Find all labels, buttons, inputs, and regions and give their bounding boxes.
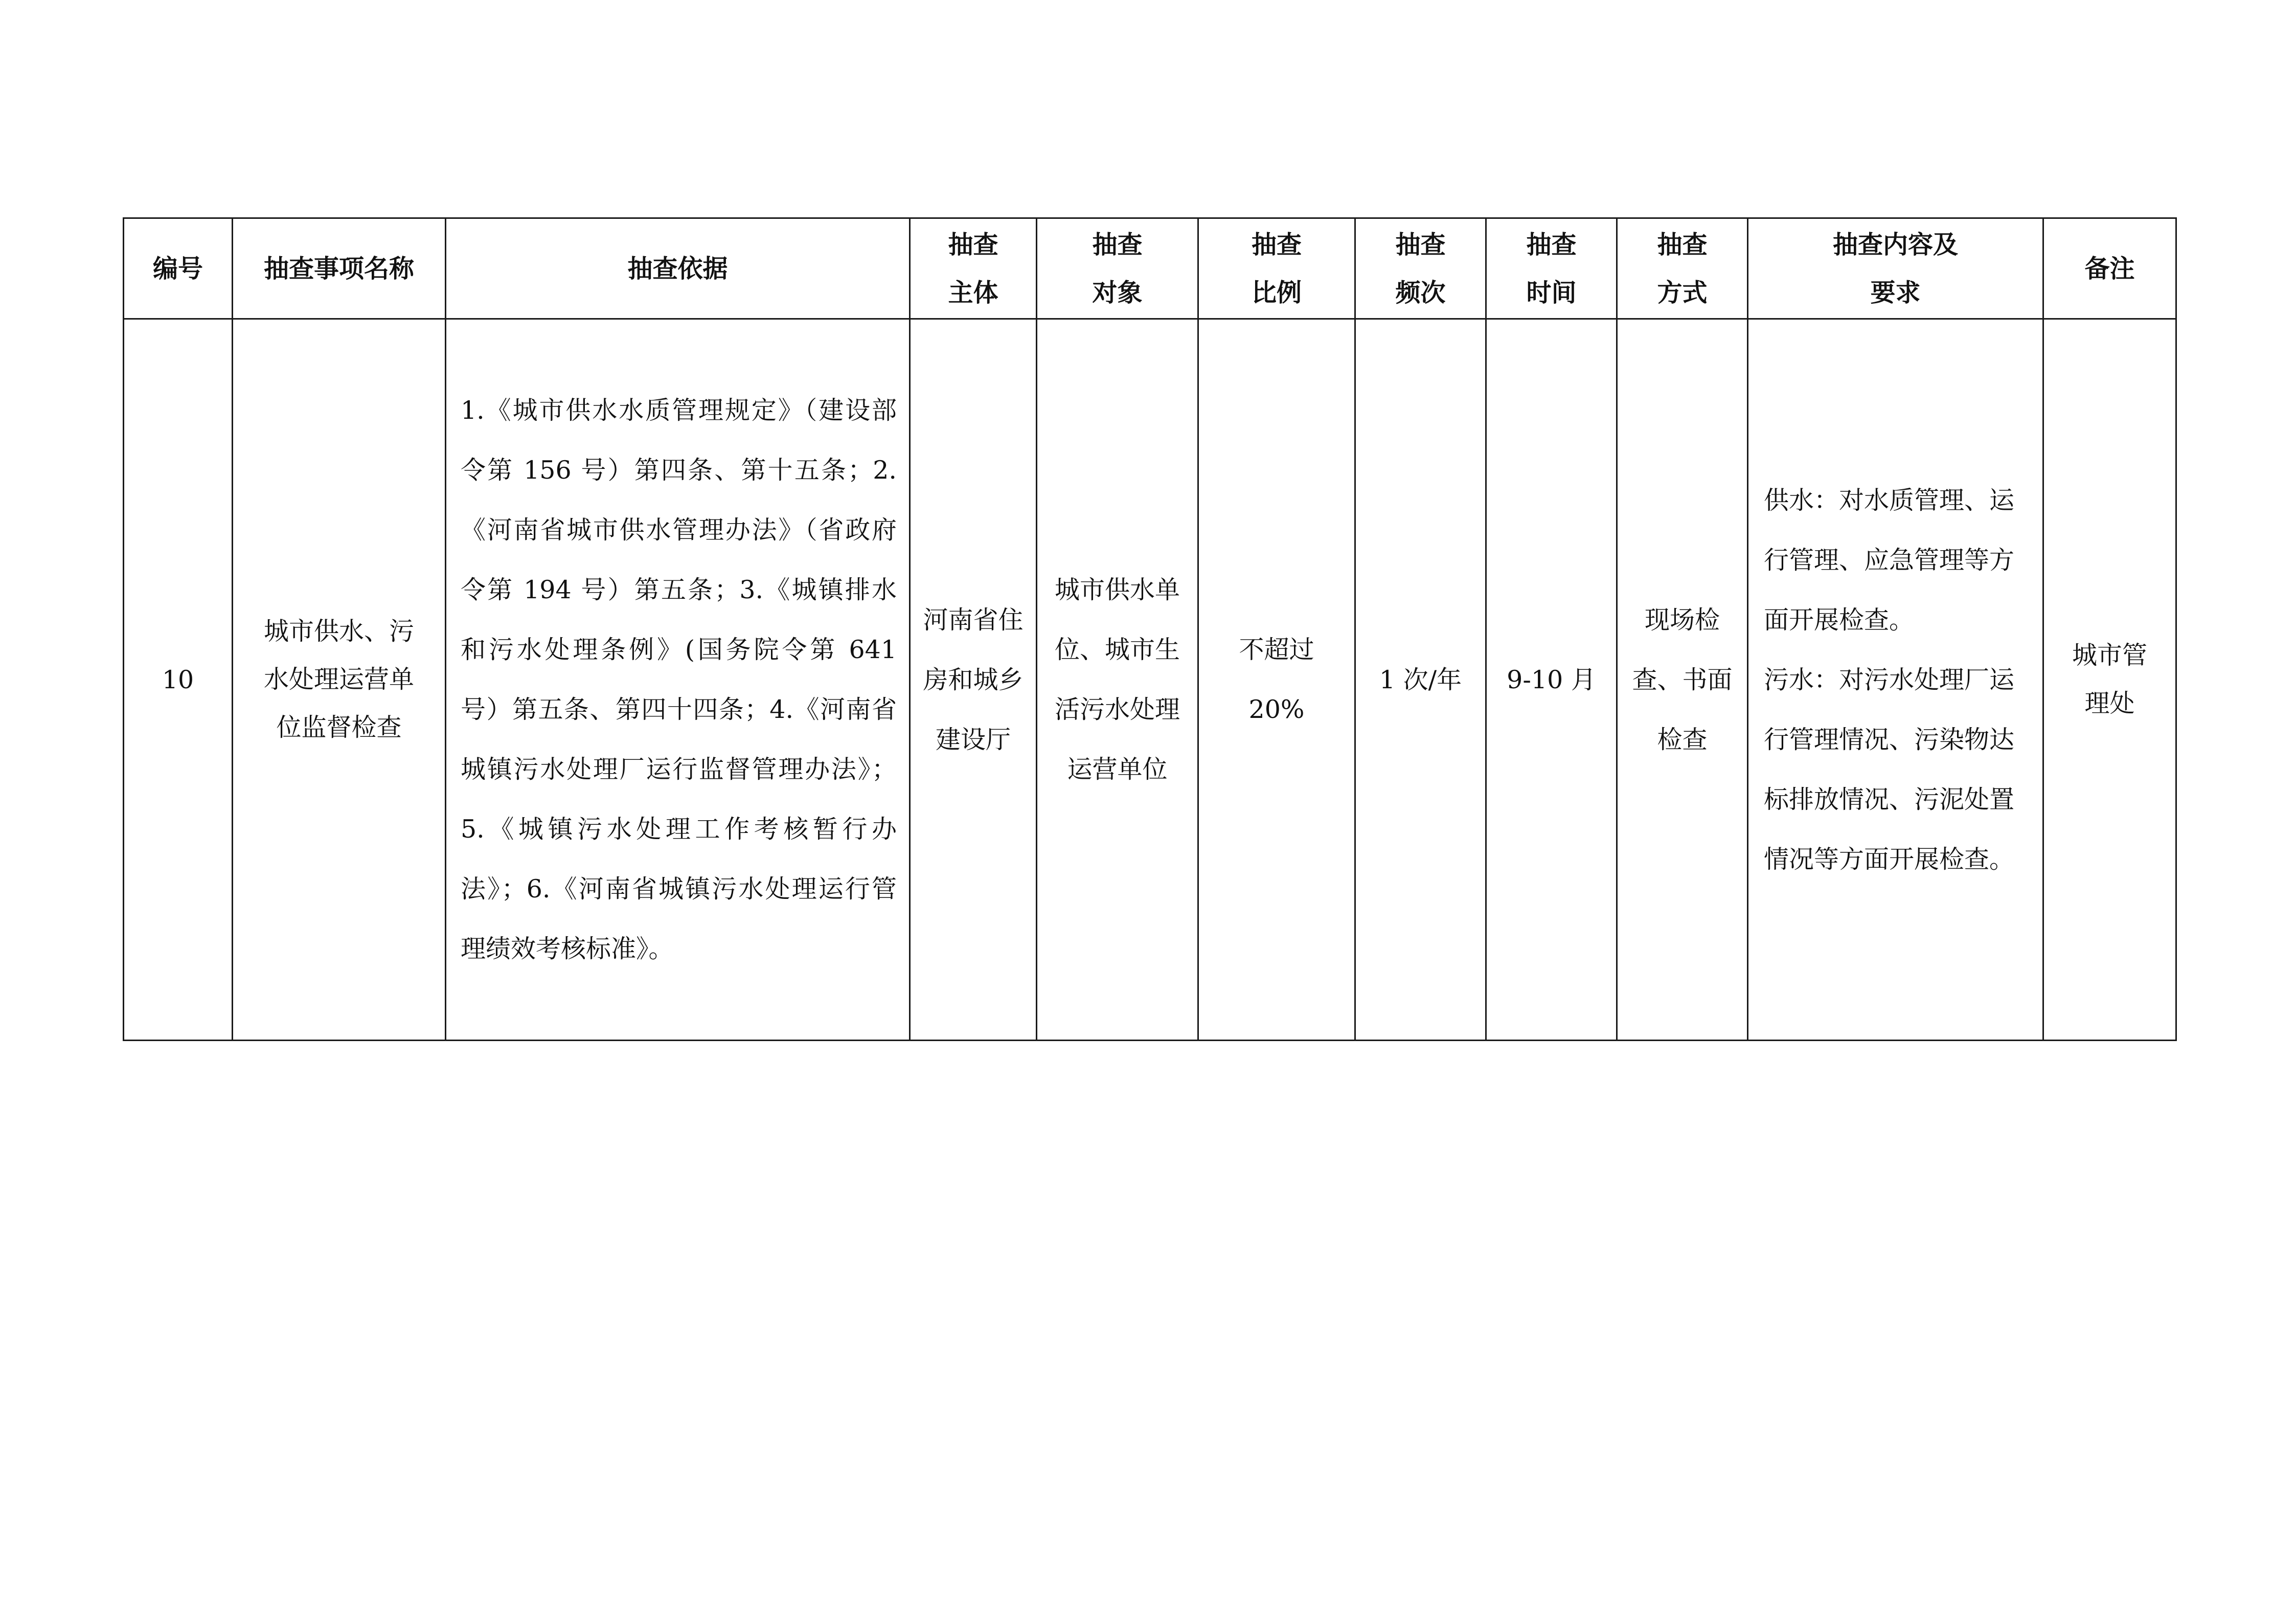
cell-subject: 河南省住房和城乡建设厅 (910, 319, 1037, 1041)
table-row (124, 319, 2176, 1041)
inspection-table (123, 217, 2177, 1041)
header-basis: 抽查依据 (446, 218, 910, 319)
header-id: 编号 (124, 218, 233, 319)
basis-item: 4.《河南省城镇污水处理厂运行监督管理办法》； (461, 695, 897, 784)
header-row (124, 218, 2176, 319)
basis-item: 5.《城镇污水处理工作考核暂行办法》； (461, 815, 897, 904)
cell-content (1748, 319, 2043, 1041)
basis-item: 1.《城市供水水质管理规定》（建设部令第 156 号）第四条、第十五条； (461, 396, 897, 485)
content-item: 污水：对污水处理厂运行管理情况、污染物达标排放情况、污泥处置情况等方面开展检查。 (1764, 665, 2015, 874)
header-time: 抽查 时间 (1486, 218, 1617, 319)
basis-item: 6.《河南省城镇污水处理运行管理绩效考核标准》。 (461, 874, 897, 963)
cell-time: 9-10 月 (1486, 319, 1617, 1041)
header-method: 抽查 方式 (1617, 218, 1748, 319)
cell-ratio: 不超过 20% (1198, 319, 1355, 1041)
header-frequency: 抽查 频次 (1355, 218, 1486, 319)
cell-method: 现场检查、书面检查 (1617, 319, 1748, 1041)
header-content: 抽查内容及 要求 (1748, 218, 2043, 319)
cell-basis (446, 319, 910, 1041)
cell-item-name: 城市供水、污水处理运营单位监督检查 (233, 319, 446, 1041)
header-subject: 抽查 主体 (910, 218, 1037, 319)
content-item: 供水：对水质管理、运行管理、应急管理等方面开展检查。 (1764, 485, 2015, 635)
header-item-name: 抽查事项名称 (233, 218, 446, 319)
cell-remark: 城市管理处 (2043, 319, 2176, 1041)
header-target: 抽查 对象 (1037, 218, 1198, 319)
basis-item: 2.《河南省城市供水管理办法》（省政府令第 194 号）第五条； (461, 456, 897, 604)
inspection-table-sheet (123, 217, 2175, 1040)
cell-frequency: 1 次/年 (1355, 319, 1486, 1041)
basis-item: 3.《城镇排水和污水处理条例》(国务院令第 641 号）第五条、第四十四条； (461, 575, 897, 724)
header-ratio: 抽查 比例 (1198, 218, 1355, 319)
cell-id: 10 (124, 319, 233, 1041)
cell-target: 城市供水单位、城市生活污水处理运营单位 (1037, 319, 1198, 1041)
header-remark: 备注 (2043, 218, 2176, 319)
